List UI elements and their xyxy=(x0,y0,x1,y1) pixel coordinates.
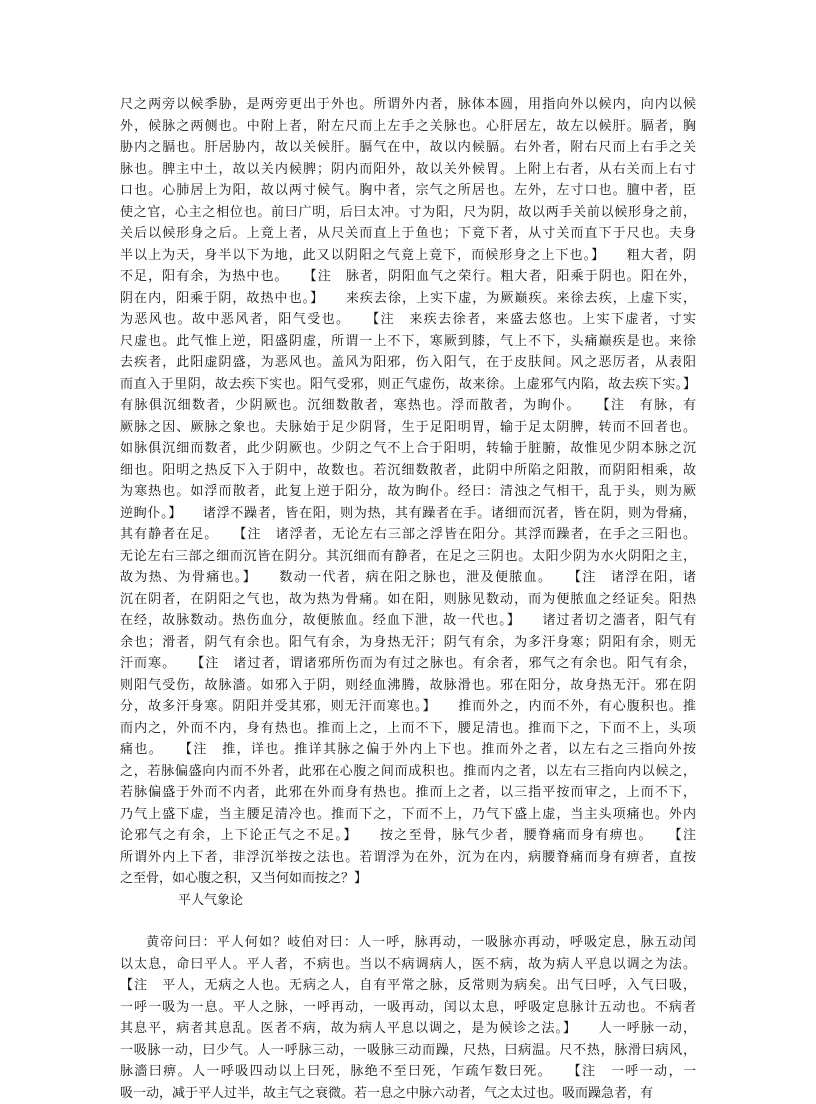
text-line: 汗而寒。 【注 诸过者，谓诸邪所伤而为有过之脉也。有余者，邪气之有余也。阳气有余， xyxy=(120,653,696,675)
text-line: 不足，阳有余，为热中也。 【注 脉者，阴阳血气之荣行。粗大者，阳乘于阴也。阳在外， xyxy=(120,266,696,288)
paragraph-gap xyxy=(120,911,696,932)
document-page xyxy=(120,94,696,1104)
text-line: 如脉俱沉细而数者，此少阴厥也。少阴之气不上合于阳明，转输于脏腑，故惟见少阴本脉之沉 xyxy=(120,438,696,460)
text-line: 若脉偏盛于外而不内者，此邪在外而身有热也。推而上之者，以三指平按而审之，上而不下， xyxy=(120,782,696,804)
text-line: 之，若脉偏盛向内而不外者，此邪在心腹之间而成积也。推而内之者，以左右三指向内以候之， xyxy=(120,761,696,783)
text-line: 余也；滑者，阴气有余也。阳气有余，为身热无汗；阴气有余，为多汗身寒；阴阳有余，则无 xyxy=(120,632,696,654)
text-line: 而内之，外而不内，身有热也。推而上之，上而不下，腰足清也。推而下之，下而不上，头项 xyxy=(120,718,696,740)
text-line: 黄帝问曰：平人何如？岐伯对曰：人一呼，脉再动，一吸脉亦再动，呼吸定息，脉五动闰 xyxy=(120,932,696,954)
text-line: 吸一动，减于平人过半，故主气之衰微。若一息之中脉六动者，气之太过也。吸而躁急者，有 xyxy=(120,1083,696,1104)
text-line: 去疾者，此阳虚阴盛，为恶风也。盖风为阳邪，伤入阳气，在于皮肤间。风之恶厉者，从表阳 xyxy=(120,352,696,374)
text-line: 其有静者在足。 【注 诸浮者，无论左右三部之浮皆在阳分。其浮而躁者，在手之三阳也。 xyxy=(120,524,696,546)
text-line: 口也。心肺居上为阳，故以两寸候气。胸中者，宗气之所居也。左外，左寸口也。膻中者，臣 xyxy=(120,180,696,202)
text-line: 胁内之膈也。肝居胁内，故以关候肝。膈气在中，故以内候膈。右外者，附右尺而上右手之关 xyxy=(120,137,696,159)
text-line: 有脉俱沉细数者，少阴厥也。沉细数散者，寒热也。浮而散者，为眴仆。 【注 有脉，有 xyxy=(120,395,696,417)
section-heading: 平人气象论 xyxy=(120,890,696,912)
text-line: 所谓外内上下者，非浮沉举按之法也。若谓浮为在外，沉为在内，病腰脊痛而身有痹者，直按 xyxy=(120,847,696,869)
text-line: 尺之两旁以候季胁，是两旁更出于外也。所谓外内者，脉体本圆，用指向外以候内，向内以候 xyxy=(120,94,696,116)
text-line: 一呼一吸为一息。平人之脉，一呼再动，一吸再动，闰以太息，呼吸定息脉计五动也。不病者 xyxy=(120,997,696,1019)
text-line: 为寒热也。如浮而散者，此复上逆于阳分，故为眴仆。经曰：清浊之气相干，乱于头，则为厥 xyxy=(120,481,696,503)
text-line: 故为热、为骨痛也。】 数动一代者，病在阳之脉也，泄及便脓血。 【注 诸浮在阳，诸 xyxy=(120,567,696,589)
text-line: 为恶风也。故中恶风者，阳气受也。 【注 来疾去徐者，来盛去悠也。上实下虚者，寸实 xyxy=(120,309,696,331)
text-line: 分，故多汗身寒。阴阳并受其邪，则无汗而寒也。】 推而外之，内而不外，有心腹积也。推 xyxy=(120,696,696,718)
text-line: 半以上为天，身半以下为地，此又以阴阳之气竟上竟下，而候形身之上下也。】 粗大者，阴 xyxy=(120,245,696,267)
pingren-section xyxy=(120,932,696,1104)
text-line: 厥脉之因、厥脉之象也。夫脉始于足少阴肾，生于足阳明胃，输于足太阴脾，转而不回者也。 xyxy=(120,417,696,439)
text-line: 论邪气之有余，上下论正气之不足。】 按之至骨，脉气少者，腰脊痛而身有痹也。 【注 xyxy=(120,825,696,847)
commentary-section xyxy=(120,94,696,890)
text-line: 脉也。脾主中土，故以关内候脾；阴内而阳外，故以关外候胃。上附上右者，从右关而上右寸 xyxy=(120,159,696,181)
text-line: 逆眴仆。】 诸浮不躁者，皆在阳，则为热，其有躁者在手。诸细而沉者，皆在阴，则为骨痛， xyxy=(120,503,696,525)
text-line: 以太息，命曰平人。平人者，不病也。当以不病调病人，医不病，故为病人平息以调之为法。 xyxy=(120,954,696,976)
text-line: 在经，故脉数动。热伤血分，故便脓血。经血下泄，故一代也。】 诸过者切之濇者，阳气有 xyxy=(120,610,696,632)
text-line: 外，候脉之两侧也。中附上者，附左尺而上左手之关脉也。心肝居左，故左以候肝。膈者，胸 xyxy=(120,116,696,138)
text-line: 而直入于里阴，故去疾下实也。阳气受邪，则正气虚伤，故来徐。上虚邪气内陷，故去疾下实。】 xyxy=(120,374,696,396)
text-line: 【注 平人，无病之人也。无病之人，自有平常之脉，反常则为病矣。出气曰呼，入气曰吸， xyxy=(120,975,696,997)
text-line: 使之官，心主之相位也。前曰广明，后曰太冲。寸为阳，尺为阴，故以两手关前以候形身之前， xyxy=(120,202,696,224)
text-line: 细也。阳明之热反下入于阴中，故数也。若沉细数散者，此阴中所陷之阳散，而阴阳相乘，故 xyxy=(120,460,696,482)
text-line: 阴在内，阳乘于阴，故热中也。】 来疾去徐，上实下虚，为厥巅疾。来徐去疾，上虚下实， xyxy=(120,288,696,310)
text-line: 其息平，病者其息乱。医者不病，故为病人平息以调之，是为候诊之法。】 人一呼脉一动， xyxy=(120,1018,696,1040)
text-line: 脉濇曰痹。人一呼吸四动以上曰死，脉绝不至曰死，乍疏乍数曰死。 【注 一呼一动，一 xyxy=(120,1061,696,1083)
text-line: 痛也。 【注 推，详也。推详其脉之偏于外内上下也。推而外之者，以左右之三指向外按 xyxy=(120,739,696,761)
text-line: 关后以候形身之后。上竟上者，从尺关而直上于鱼也；下竟下者，从寸关而直下于尺也。夫身 xyxy=(120,223,696,245)
text-line: 尺虚也。此气惟上逆，阳盛阴虚，所谓一上不下，寒厥到膝，气上不下，头痛巅疾是也。来徐 xyxy=(120,331,696,353)
text-line: 则阳气受伤，故脉濇。如邪入于阴，则经血沸腾，故脉滑也。邪在阳分，故身热无汗。邪在阴 xyxy=(120,675,696,697)
text-line: 无论左右三部之细而沉皆在阴分。其沉细而有静者，在足之三阴也。太阳少阴为水火阴阳之主， xyxy=(120,546,696,568)
text-line: 之至骨，如心腹之积，又当何如而按之？】 xyxy=(120,868,696,890)
text-line: 乃气上盛下虚，当主腰足清冷也。推而下之，下而不上，乃气下盛上虚，当主头项痛也。外内 xyxy=(120,804,696,826)
text-line: 沉在阴者，在阴阳之气也，故为热为骨痛。如在阳，则脉见数动，而为便脓血之经证矣。阳热 xyxy=(120,589,696,611)
text-line: 一吸脉一动，曰少气。人一呼脉三动，一吸脉三动而躁，尺热，曰病温。尺不热，脉滑曰病风， xyxy=(120,1040,696,1062)
